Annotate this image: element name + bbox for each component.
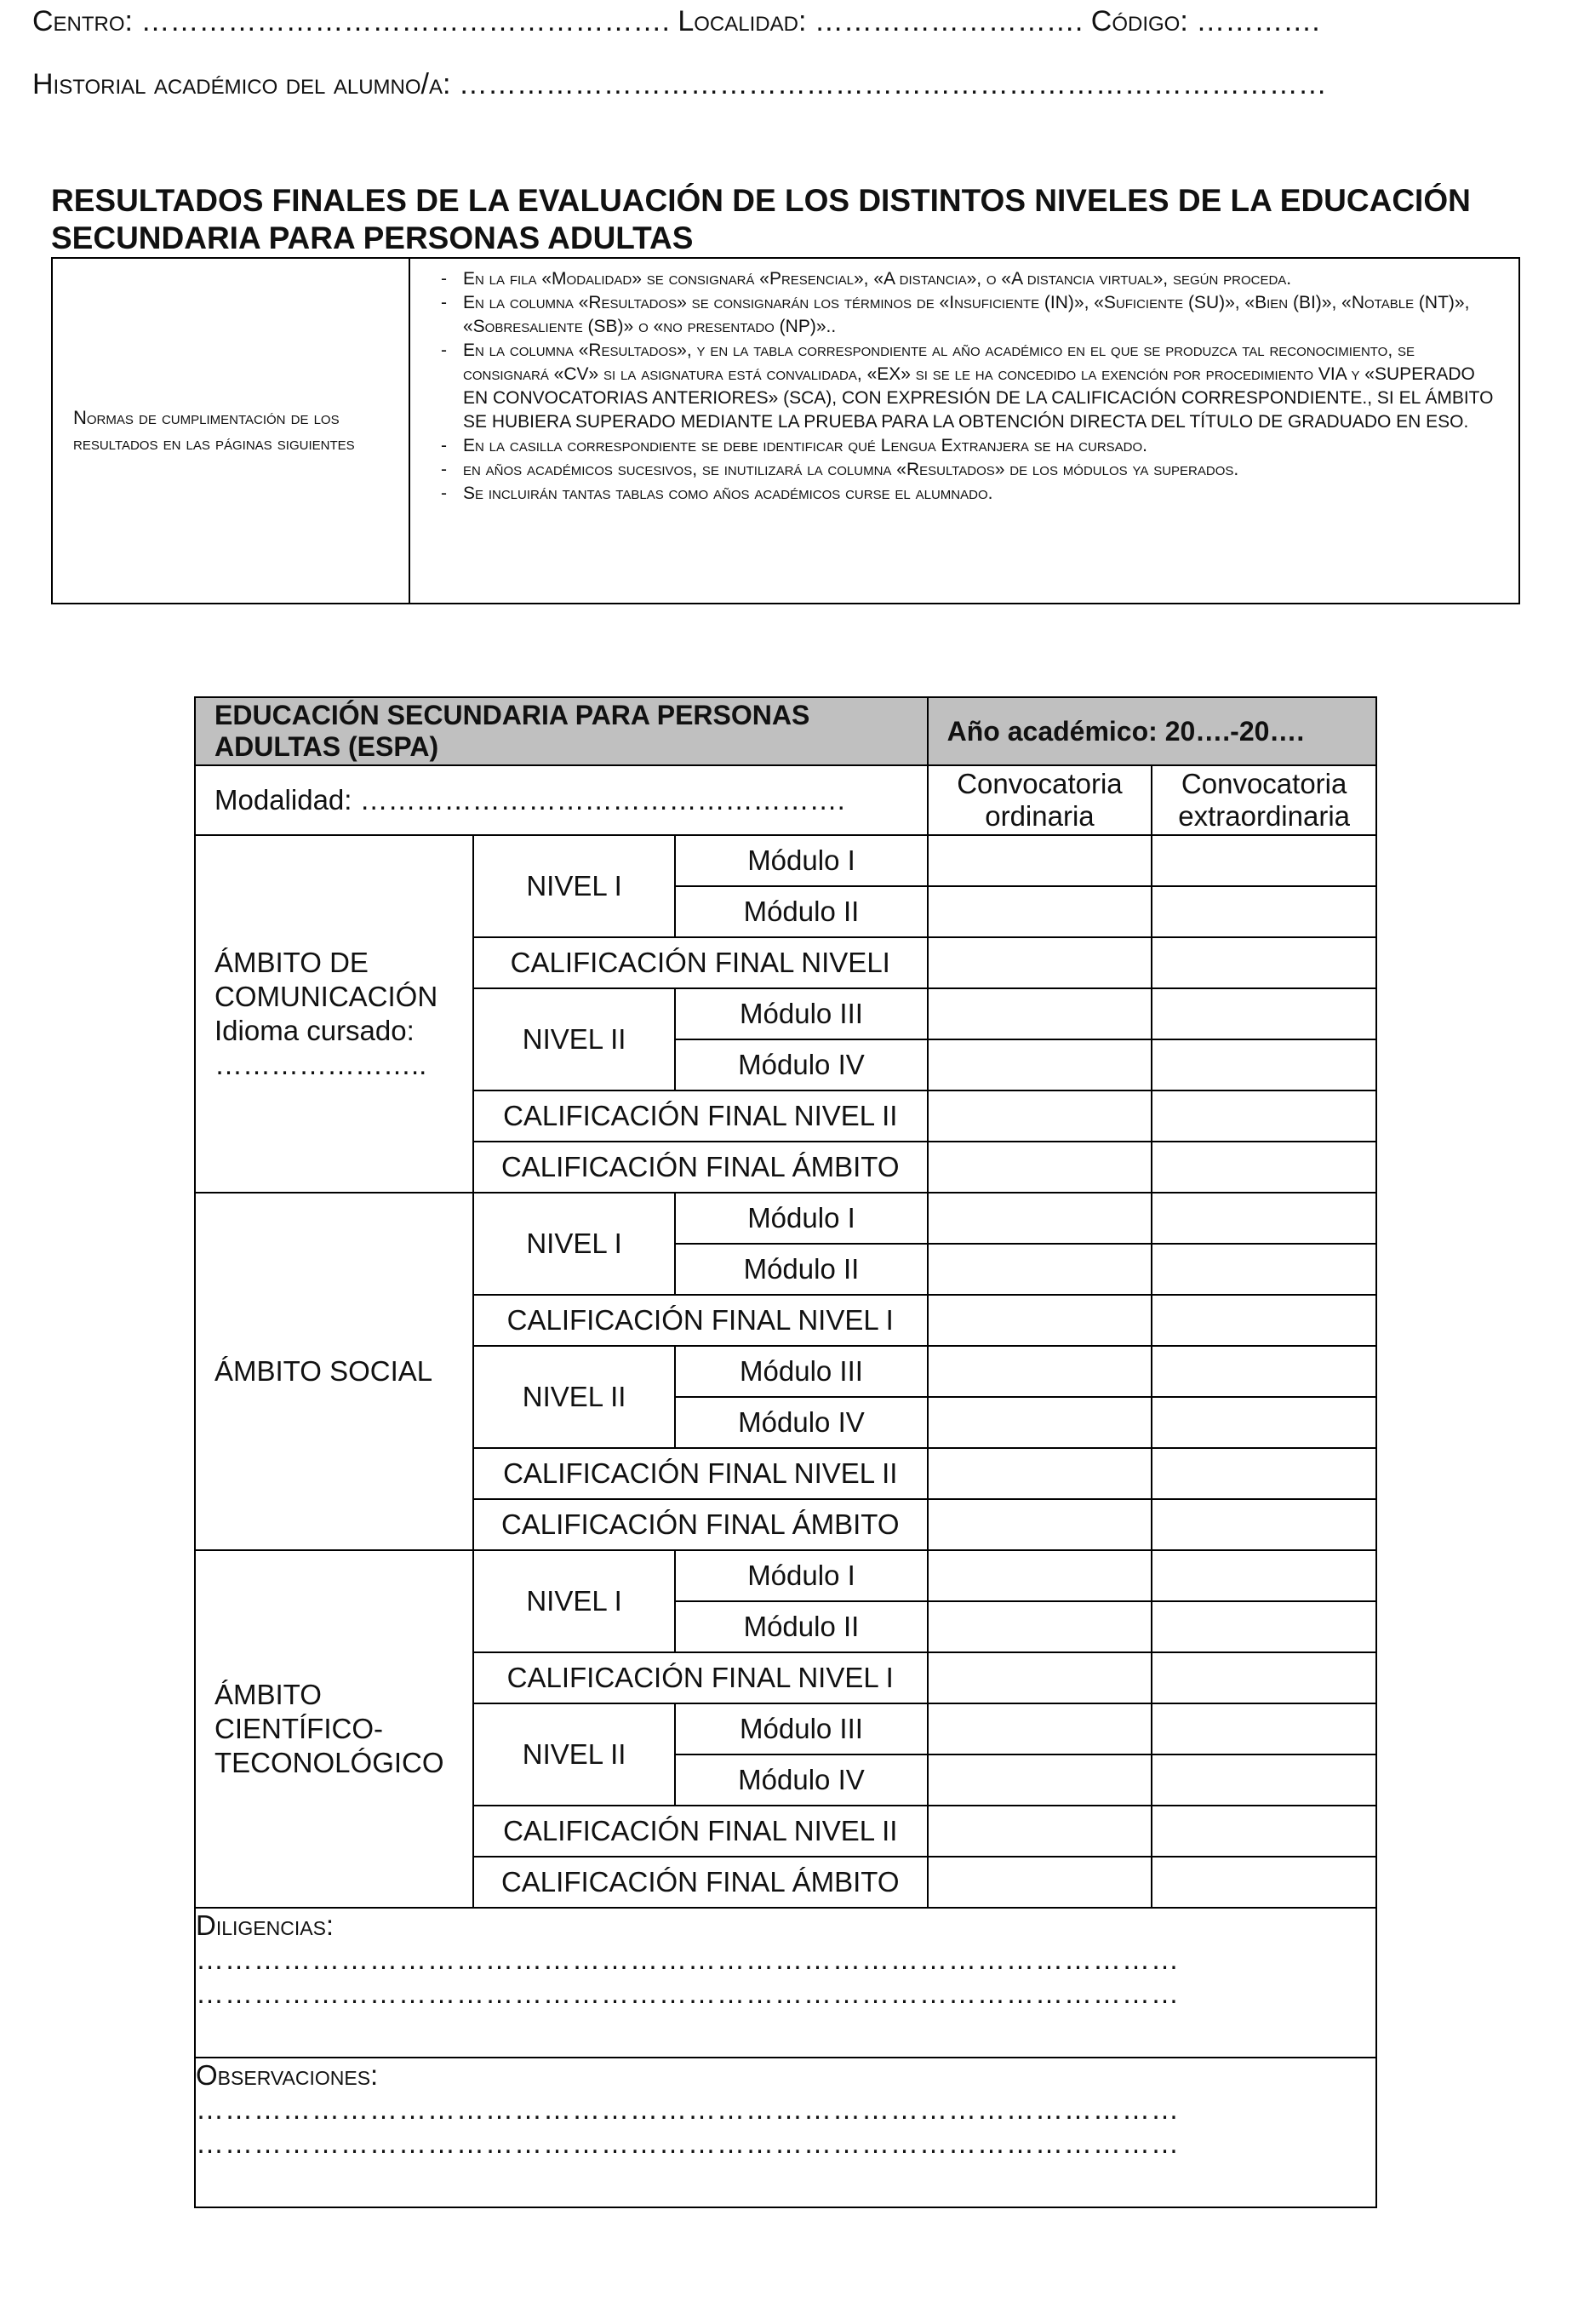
diligencias-line[interactable]: …………………………………………………………………………………………	[196, 1978, 1180, 2009]
result-ordinaria-cell[interactable]	[928, 1499, 1152, 1550]
nivel-2: NIVEL II	[473, 1703, 675, 1806]
observaciones-line[interactable]: …………………………………………………………………………………………	[196, 2093, 1180, 2125]
result-extraordinaria-cell[interactable]	[1152, 1193, 1376, 1244]
localidad-field[interactable]: Localidad: ……………………….	[678, 5, 1084, 37]
result-extraordinaria-cell[interactable]	[1152, 1652, 1376, 1703]
final-nivel-1: CALIFICACIÓN FINAL NIVELI	[473, 937, 928, 988]
result-ordinaria-cell[interactable]	[928, 1397, 1152, 1448]
result-ordinaria-cell[interactable]	[928, 1601, 1152, 1652]
observaciones-box[interactable]	[195, 2058, 1376, 2207]
idioma-label: Idioma cursado:	[214, 1015, 415, 1046]
diligencias-line[interactable]: …………………………………………………………………………………………	[196, 1943, 1180, 1975]
observaciones-label: Observaciones:	[196, 2059, 379, 2091]
final-ambito: CALIFICACIÓN FINAL ÁMBITO	[473, 1857, 928, 1908]
norms-table	[51, 257, 1520, 604]
result-ordinaria-cell[interactable]	[928, 1703, 1152, 1754]
result-ordinaria-cell[interactable]	[928, 1244, 1152, 1295]
result-ordinaria-cell[interactable]	[928, 1039, 1152, 1090]
norm-rule: - En la fila «Modalidad» se consignará «Presencial», «A distancia», o «A distancia virtual», según proceda.	[441, 267, 1500, 291]
result-extraordinaria-cell[interactable]	[1152, 1090, 1376, 1142]
result-ordinaria-cell[interactable]	[928, 835, 1152, 886]
final-ambito: CALIFICACIÓN FINAL ÁMBITO	[473, 1142, 928, 1193]
result-ordinaria-cell[interactable]	[928, 1193, 1152, 1244]
modalidad-field[interactable]: Modalidad: …………………………………………….	[195, 765, 928, 835]
ambito-name: ÁMBITO DE COMUNICACIÓN	[214, 947, 438, 1012]
espa-results-table	[194, 696, 1377, 2208]
codigo-field[interactable]: Código: ………….	[1090, 5, 1320, 37]
centro-field[interactable]: Centro: ……………………………………………….	[32, 5, 670, 37]
academic-year[interactable]: Año académico: 20….-20….	[928, 697, 1376, 765]
result-extraordinaria-cell[interactable]	[1152, 1142, 1376, 1193]
col-convocatoria-extraordinaria: Convocatoria extraordinaria	[1152, 765, 1376, 835]
result-extraordinaria-cell[interactable]	[1152, 1550, 1376, 1601]
nivel-2: NIVEL II	[473, 988, 675, 1090]
result-extraordinaria-cell[interactable]	[1152, 1244, 1376, 1295]
idioma-field[interactable]: …………………..	[214, 1049, 427, 1080]
ambito-cientifico-tecnologico: ÁMBITO CIENTÍFICO-TECONOLÓGICO	[195, 1550, 473, 1908]
norms-label: Normas de cumplimentación de los resultados en las páginas siguientes	[52, 258, 409, 604]
final-ambito: CALIFICACIÓN FINAL ÁMBITO	[473, 1499, 928, 1550]
observaciones-line[interactable]: …………………………………………………………………………………………	[196, 2127, 1180, 2159]
result-ordinaria-cell[interactable]	[928, 1295, 1152, 1346]
norm-rule: - En la columna «Resultados» se consignarán los términos de «Insuficiente (IN)», «Suficiente (SU)», «Bien (BI)», «Notable (NT)», «Sobresaliente (SB)» o «no presentado (NP)»..	[441, 291, 1500, 339]
modulo-1: Módulo I	[675, 835, 927, 886]
result-ordinaria-cell[interactable]	[928, 1652, 1152, 1703]
result-ordinaria-cell[interactable]	[928, 1754, 1152, 1806]
result-extraordinaria-cell[interactable]	[1152, 1346, 1376, 1397]
historial-field[interactable]: Historial académico del alumno/a: ………………………………………………………………………………	[32, 68, 1327, 100]
final-nivel-2: CALIFICACIÓN FINAL NIVEL II	[473, 1806, 928, 1857]
modulo-3: Módulo III	[675, 1703, 927, 1754]
final-nivel-1: CALIFICACIÓN FINAL NIVEL I	[473, 1295, 928, 1346]
result-ordinaria-cell[interactable]	[928, 1090, 1152, 1142]
result-ordinaria-cell[interactable]	[928, 1346, 1152, 1397]
result-extraordinaria-cell[interactable]	[1152, 1754, 1376, 1806]
result-ordinaria-cell[interactable]	[928, 1857, 1152, 1908]
col-convocatoria-ordinaria: Convocatoria ordinaria	[928, 765, 1152, 835]
result-extraordinaria-cell[interactable]	[1152, 1397, 1376, 1448]
ambito-comunicacion	[195, 835, 473, 1193]
nivel-1: NIVEL I	[473, 1550, 675, 1652]
result-extraordinaria-cell[interactable]	[1152, 1806, 1376, 1857]
final-nivel-2: CALIFICACIÓN FINAL NIVEL II	[473, 1090, 928, 1142]
result-ordinaria-cell[interactable]	[928, 988, 1152, 1039]
norms-rules	[409, 258, 1519, 604]
result-ordinaria-cell[interactable]	[928, 886, 1152, 937]
header-line-1	[32, 5, 1320, 38]
modulo-4: Módulo IV	[675, 1397, 927, 1448]
modulo-2: Módulo II	[675, 886, 927, 937]
result-extraordinaria-cell[interactable]	[1152, 1601, 1376, 1652]
result-extraordinaria-cell[interactable]	[1152, 1857, 1376, 1908]
norm-rule: - En la columna «Resultados», y en la tabla correspondiente al año académico en el que se produzca tal reconocimiento, se consignará «CV» si la asignatura está convalidada, «EX» si se le ha concedido la exención por procedimiento VIA y «SUPERADO EN CONVOCATORIAS ANTERIORES» (SCA), CON EXPRESIÓN DE LA CALIFICACIÓN CORRESPONDIENTE., SI EL ÁMBITO SE HUBIERA SUPERADO MEDIANTE LA PRUEBA PARA LA OBTENCIÓN DIRECTA DEL TÍTULO DE GRADUADO EN ESO.	[441, 339, 1500, 434]
modulo-1: Módulo I	[675, 1550, 927, 1601]
modulo-4: Módulo IV	[675, 1754, 927, 1806]
modulo-2: Módulo II	[675, 1244, 927, 1295]
nivel-1: NIVEL I	[473, 835, 675, 937]
result-ordinaria-cell[interactable]	[928, 1806, 1152, 1857]
result-ordinaria-cell[interactable]	[928, 937, 1152, 988]
modulo-2: Módulo II	[675, 1601, 927, 1652]
modulo-4: Módulo IV	[675, 1039, 927, 1090]
result-extraordinaria-cell[interactable]	[1152, 886, 1376, 937]
espa-header-title: EDUCACIÓN SECUNDARIA PARA PERSONAS ADULTAS (ESPA)	[195, 697, 928, 765]
result-extraordinaria-cell[interactable]	[1152, 1448, 1376, 1499]
page-title: RESULTADOS FINALES DE LA EVALUACIÓN DE LOS DISTINTOS NIVELES DE LA EDUCACIÓN SECUNDARIA PARA PERSONAS ADULTAS	[51, 183, 1471, 255]
result-extraordinaria-cell[interactable]	[1152, 1499, 1376, 1550]
norm-rule: - en años académicos sucesivos, se inutilizará la columna «Resultados» de los módulos ya superados.	[441, 458, 1500, 482]
nivel-2: NIVEL II	[473, 1346, 675, 1448]
modulo-1: Módulo I	[675, 1193, 927, 1244]
nivel-1: NIVEL I	[473, 1193, 675, 1295]
result-ordinaria-cell[interactable]	[928, 1550, 1152, 1601]
result-extraordinaria-cell[interactable]	[1152, 1295, 1376, 1346]
diligencias-label: Diligencias:	[196, 1909, 335, 1941]
result-extraordinaria-cell[interactable]	[1152, 988, 1376, 1039]
norm-rule: - Se incluirán tantas tablas como años académicos curse el alumnado.	[441, 482, 1500, 506]
result-ordinaria-cell[interactable]	[928, 1142, 1152, 1193]
norm-rule: - En la casilla correspondiente se debe identificar qué Lengua Extranjera se ha cursado.	[441, 434, 1500, 458]
final-nivel-2: CALIFICACIÓN FINAL NIVEL II	[473, 1448, 928, 1499]
result-extraordinaria-cell[interactable]	[1152, 1703, 1376, 1754]
diligencias-box[interactable]	[195, 1908, 1376, 2058]
modulo-3: Módulo III	[675, 1346, 927, 1397]
modulo-3: Módulo III	[675, 988, 927, 1039]
result-ordinaria-cell[interactable]	[928, 1448, 1152, 1499]
final-nivel-1: CALIFICACIÓN FINAL NIVEL I	[473, 1652, 928, 1703]
result-extraordinaria-cell[interactable]	[1152, 1039, 1376, 1090]
result-extraordinaria-cell[interactable]	[1152, 835, 1376, 886]
result-extraordinaria-cell[interactable]	[1152, 937, 1376, 988]
ambito-social: ÁMBITO SOCIAL	[195, 1193, 473, 1550]
